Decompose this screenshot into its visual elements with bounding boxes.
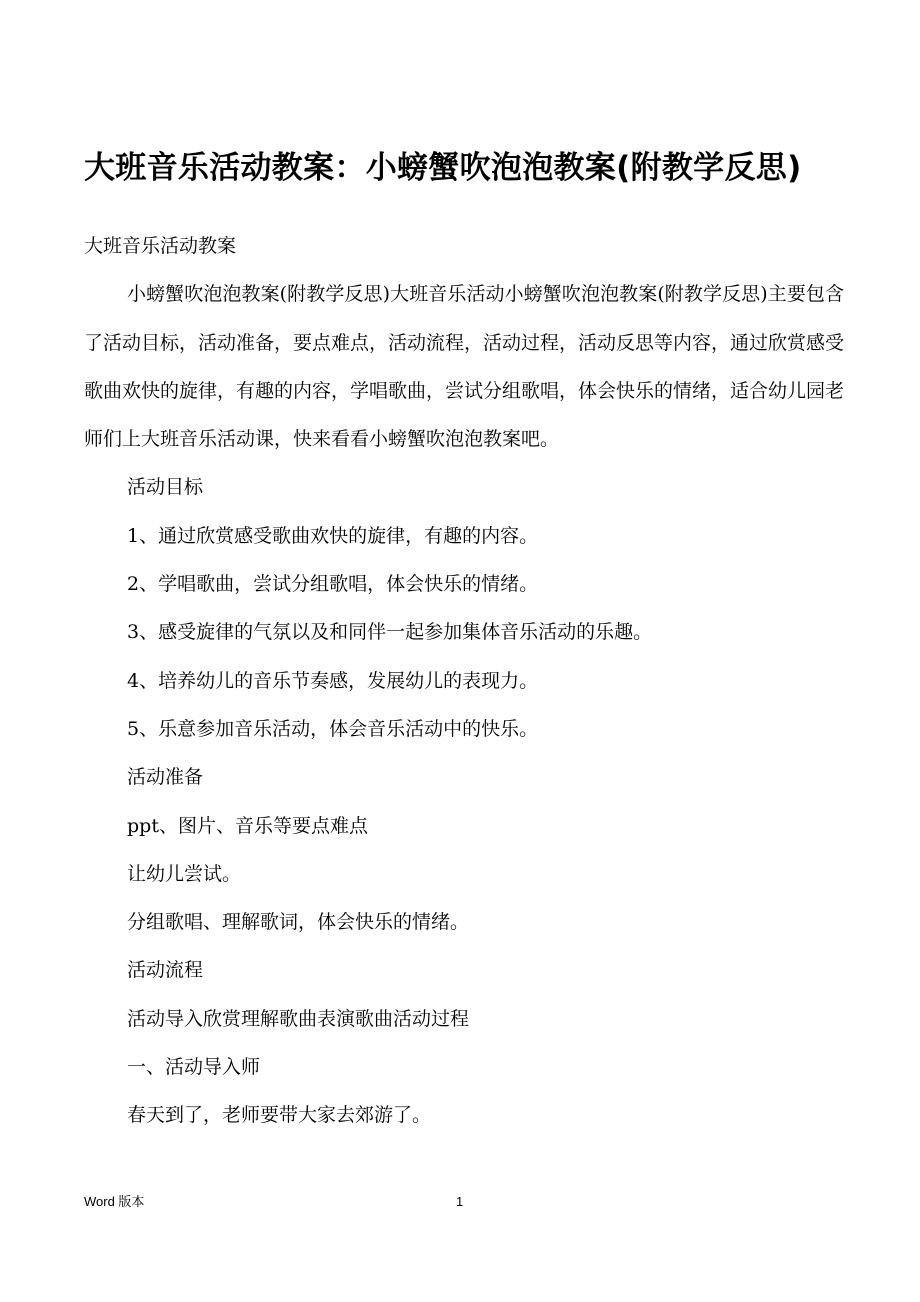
document-title: 大班音乐活动教案：小螃蟹吹泡泡教案(附教学反思)	[84, 150, 802, 186]
goal-item-1: 1、通过欣赏感受歌曲欢快的旋律，有趣的内容。	[127, 524, 539, 547]
heading-activity-goals: 活动目标	[127, 476, 204, 499]
footer-label: Word 版本	[84, 1194, 145, 1209]
activity-flow-text: 活动导入欣赏理解歌曲表演歌曲活动过程	[127, 1007, 470, 1030]
heading-activity-preparation: 活动准备	[127, 766, 204, 789]
goal-item-3: 3、感受旋律的气氛以及和同伴一起参加集体音乐活动的乐趣。	[127, 621, 653, 644]
goal-item-2: 2、学唱歌曲，尝试分组歌唱，体会快乐的情绪。	[127, 573, 539, 596]
process-step-1: 一、活动导入师	[127, 1056, 261, 1079]
goal-item-4: 4、培养幼儿的音乐节奏感，发展幼儿的表现力。	[127, 669, 539, 692]
goal-item-5: 5、乐意参加音乐活动，体会音乐活动中的快乐。	[127, 717, 539, 740]
footer-page-number: 1	[456, 1194, 464, 1209]
preparation-materials: ppt、图片、音乐等要点难点	[127, 814, 368, 837]
document-body	[84, 222, 844, 1140]
heading-activity-flow: 活动流程	[127, 959, 204, 982]
intro-paragraph: 小螃蟹吹泡泡教案(附教学反思)大班音乐活动小螃蟹吹泡泡教案(附教学反思)主要包含了活动目标，活动准备，要点难点，活动流程，活动过程，活动反思等内容，通过欣赏感受歌曲欢快的旋律，有趣的内容，学唱歌曲，尝试分组歌唱，体会快乐的情绪，适合幼儿园老师们上大班音乐活动课，快来看看小螃蟹吹泡泡教案吧。	[84, 283, 845, 451]
key-point-2: 分组歌唱、理解歌词，体会快乐的情绪。	[127, 911, 470, 934]
key-point-1: 让幼儿尝试。	[127, 862, 242, 885]
process-text: 春天到了，老师要带大家去郊游了。	[127, 1104, 432, 1127]
section-subtitle: 大班音乐活动教案	[84, 235, 237, 257]
